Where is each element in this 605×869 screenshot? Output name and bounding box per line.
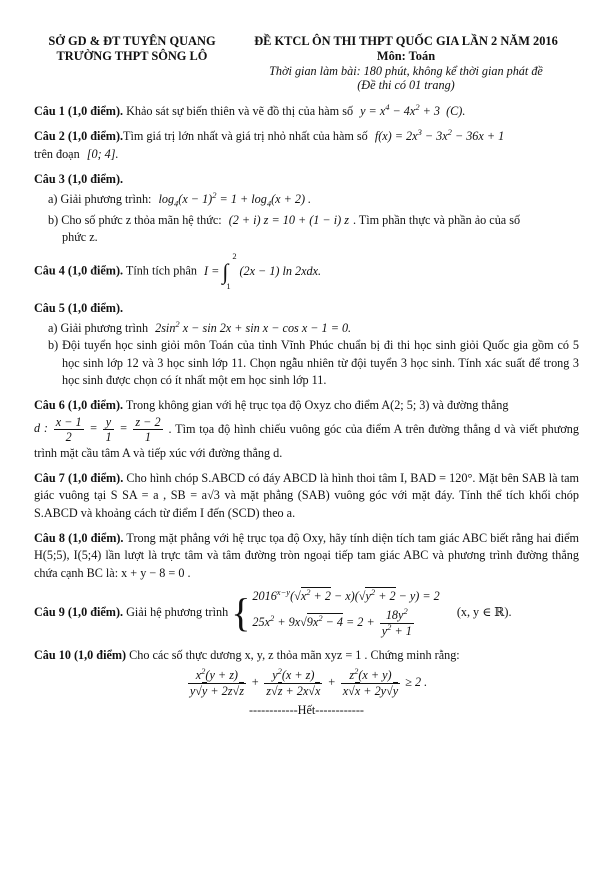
question-6	[34, 397, 579, 462]
q7-text: Cho hình chóp S.ABCD có đáy ABCD là hình thoi tâm I, BAD = 120°. Mặt bên SAB là tam giác vuông tại S SA = a , SB = a√3 và mặt phẳng (SAB) vuông góc với mặt đáy. Tính thể tích khối chóp S.ABCD và khoảng cách từ điểm I đến (SCD) theo a.	[34, 471, 579, 520]
exam-time: Thời gian làm bài: 180 phút, không kể thời gian phát đề	[269, 63, 543, 78]
q9-domain: (x, y ∈ ℝ).	[456, 605, 512, 620]
q5-part-b: b) Đội tuyển học sinh giỏi môn Toán của tỉnh Vĩnh Phúc chuẩn bị đi thi học sinh giỏi Quốc gia gồm có 5 học sinh lớp 12 và 3 học sinh lớp 11. Chọn ngẫu nhiên từ đội tuyển 3 học sinh. Tính xác suất để trong 3 học sinh được chọn có ít nhất một em học sinh lớp 11.	[48, 338, 579, 387]
q5-part-a: a) Giải phương trình $2\sin^2$ x − sin 2x + sin x − cos x − 1 = 0.	[48, 318, 352, 335]
question-5	[34, 300, 579, 390]
q1-text: Khảo sát sự biến thiên và vẽ đồ thị của hàm số	[126, 104, 354, 119]
q5-points: (1,0 điểm).	[67, 300, 124, 315]
q7-points: (1,0 điểm).	[68, 471, 124, 486]
question-3	[34, 171, 579, 246]
exam-pages: (Đề thi có 01 trang)	[357, 78, 455, 93]
q6-text: Trong không gian với hệ trục tọa độ Oxyz cho điểm A(2; 5; 3) và đường thẳng	[125, 398, 509, 413]
q4-text: Tính tích phân	[125, 263, 197, 278]
q6-text2: . Tìm tọa độ hình chiếu vuông góc của điểm A trên đường thẳng d và viết phương trình mặt cầu tâm A và tiếp xúc với đường thẳng d.	[34, 421, 579, 460]
q6-points: (1,0 điểm).	[67, 398, 124, 413]
q10-label: Câu 10	[34, 647, 71, 662]
question-4	[34, 251, 579, 291]
q5a-formula: $2\sin^2$ x − sin 2x + sin x − cos x − 1 = 0.	[155, 318, 352, 335]
q3-points: (1,0 điểm).	[67, 172, 124, 187]
q7-label: Câu 7	[34, 471, 65, 486]
q2-text2: trên đoạn	[34, 146, 80, 161]
department-name: SỞ GD & ĐT TUYÊN QUANG	[48, 34, 216, 48]
q3-part-b: b) Cho số phức z thỏa mãn hệ thức: (2 + i) z = 10 + (1 − i) z . Tìm phần thực và phần ảo của số phức z.	[48, 212, 521, 244]
q3-part-a: a) Giải phương trình: $\log_4(x - 1)^2 = 1 + \log_4(x + 2)$ .	[48, 190, 312, 209]
q6-label: Câu 6	[34, 398, 65, 413]
q9-text: Giải hệ phương trình	[126, 605, 229, 620]
question-2	[34, 128, 579, 163]
q9-system: { $2016^{x-y}(√x^2 + 2 - x)(√y^2 + 2 - y) = 2$ $25x^2 + 9x√9x^2 - 4 = 2$ + $\frac{18y^2}{y^2 + 1}$	[231, 587, 440, 639]
q2-formula: $f(x) = 2x^3 - 3x^2 - 36x + 1$	[374, 127, 505, 144]
exam-subject: Môn: Toán	[376, 48, 436, 63]
school-info	[34, 34, 230, 93]
q3a-formula: $\log_4(x - 1)^2 = 1 + \log_4(x + 2)$ .	[158, 190, 312, 209]
end-marker: ------------Hết------------	[248, 703, 364, 718]
question-8	[34, 530, 579, 582]
q8-text: Trong mặt phẳng với hệ trục tọa độ Oxy, hãy tính diện tích tam giác ABC biết rằng hai điểm H(5;5), I(5;4) lần lượt là trực tâm và tâm đường tròn ngoại tiếp tam giác ABC và phương trình đường thẳng chứa cạnh BC là: x + y − 8 = 0 .	[34, 531, 579, 580]
q2-label: Câu 2	[34, 129, 65, 144]
question-9	[34, 588, 579, 639]
question-10	[34, 647, 579, 699]
q4-points: (1,0 điểm).	[67, 263, 124, 278]
q1-label: Câu 1	[34, 104, 65, 119]
q5-label: Câu 5	[34, 300, 65, 315]
q2-points: (1,0 điểm).	[67, 129, 124, 144]
q6-line-equation: d : $\frac{x - 1}{2}$ = $\frac{y}{1}$ = $\frac{z - 2}{1}$	[34, 414, 161, 445]
question-7	[34, 470, 579, 522]
exam-header	[34, 34, 579, 93]
q10-inequality: $\frac{x^2(y + z)}{y√y + 2z√z}$ + $\frac{y^2(x + z)}{z√z + 2x√x}$ + $\frac{z^2(x + y)}{x√x + 2y√y}$ ≥ 2 .	[189, 665, 428, 698]
exam-title: ĐỀ KTCL ÔN THI THPT QUỐC GIA LẦN 2 NĂM 2016	[254, 34, 558, 48]
q9-points: (1,0 điểm).	[67, 605, 124, 620]
q9-label: Câu 9	[34, 605, 65, 620]
q1-formula: $y = x^4 - 4x^2 + 3$ (C).	[360, 101, 466, 119]
q9-equation-2: $25x^2 + 9x√9x^2 - 4 = 2$ + $\frac{18y^2}{y^2 + 1}$	[252, 606, 412, 639]
q3b-formula: (2 + i) z = 10 + (1 − i) z	[228, 212, 349, 227]
q1-points: (1,0 điểm).	[67, 104, 124, 119]
q2-interval: [0; 4].	[86, 146, 119, 161]
q2-text: Tìm giá trị lớn nhất và giá trị nhỏ nhất của hàm số	[123, 129, 368, 144]
school-name: TRƯỜNG THPT SÔNG LÔ	[56, 48, 208, 63]
question-1	[34, 103, 579, 120]
q8-label: Câu 8	[34, 531, 65, 546]
q4-formula: I = ∫ 2 1 (2x − 1) ln 2xdx.	[204, 251, 322, 291]
q8-points: (1,0 điểm).	[68, 531, 124, 546]
q10-text: Cho các số thực dương x, y, z thỏa mãn xyz = 1 . Chứng minh rằng:	[129, 647, 460, 662]
q10-points: (1,0 điểm)	[73, 647, 127, 662]
exam-info	[233, 34, 579, 93]
q9-equation-1: $2016^{x-y}(√x^2 + 2 - x)(√y^2 + 2 - y) = 2$	[252, 587, 440, 604]
q3-label: Câu 3	[34, 172, 65, 187]
q4-label: Câu 4	[34, 263, 65, 278]
